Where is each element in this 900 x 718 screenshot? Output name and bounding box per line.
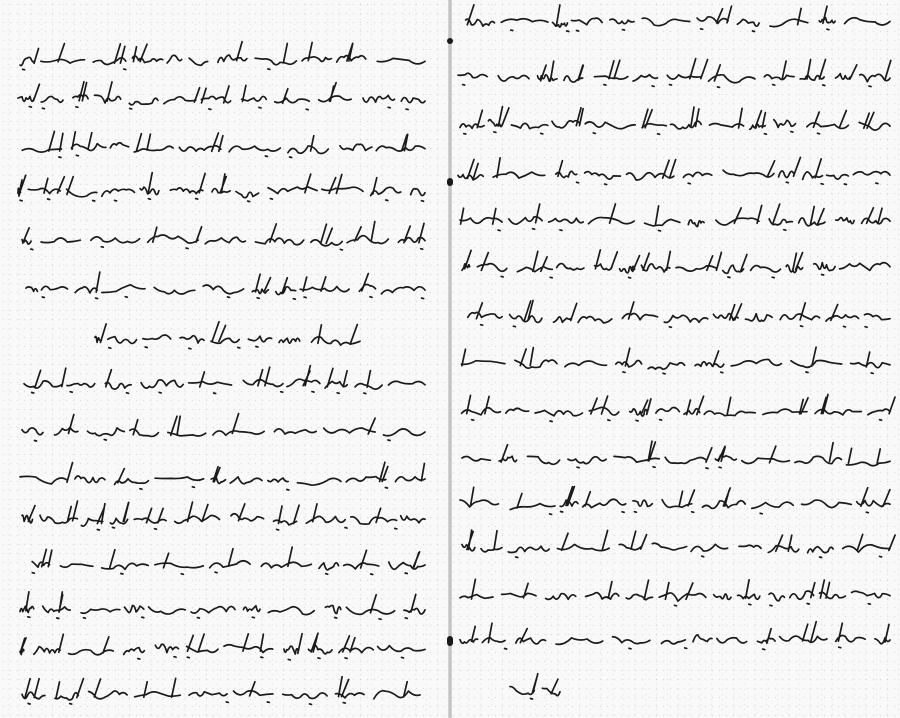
right-text-line-8: [462, 347, 891, 374]
right-text-line-2: [458, 59, 891, 88]
left-text-line-11-stroke: [32, 547, 425, 574]
right-text-line-14-stroke: [460, 622, 890, 650]
right-text-line-11-stroke: [460, 487, 890, 515]
left-text-line-7-stroke: [24, 366, 425, 394]
right-catchword: [510, 674, 560, 699]
right-page-handwriting: [450, 0, 900, 718]
left-text-line-12: [20, 592, 425, 619]
left-text-line-10: [22, 501, 425, 530]
left-text-line-9-stroke: [20, 462, 425, 490]
left-text-line-13: [20, 633, 425, 660]
left-text-line-9: [20, 462, 425, 490]
right-text-line-6-stroke: [462, 250, 890, 278]
left-heading-stroke: [95, 322, 360, 349]
book-gutter: [448, 0, 452, 718]
right-text-line-5-stroke: [460, 204, 890, 231]
right-text-line-10-stroke: [462, 441, 890, 468]
left-text-line-11: [32, 547, 425, 574]
left-text-line-8-stroke: [22, 414, 425, 441]
left-text-line-4-stroke: [18, 173, 425, 202]
left-text-line-1-stroke: [20, 42, 425, 70]
right-page: [450, 0, 900, 718]
gutter-mark: [447, 38, 453, 44]
left-text-line-5-stroke: [22, 222, 425, 250]
left-text-line-8: [22, 414, 425, 441]
left-text-line-14-stroke: [22, 677, 420, 705]
right-text-line-7: [468, 301, 890, 328]
left-text-line-1: [20, 42, 425, 70]
gutter-mark: [447, 636, 453, 646]
right-text-line-7-stroke: [468, 301, 890, 328]
left-text-line-13-stroke: [20, 633, 425, 660]
right-text-line-12: [462, 530, 895, 557]
right-text-line-13: [460, 579, 890, 606]
left-text-line-2-stroke: [18, 82, 425, 110]
left-text-line-2: [18, 82, 425, 110]
left-text-line-5: [22, 222, 425, 250]
right-text-line-6: [462, 250, 890, 278]
right-text-line-10: [462, 441, 890, 468]
right-text-line-2-stroke: [458, 59, 891, 88]
left-text-line-7: [24, 366, 425, 394]
left-text-line-3-stroke: [22, 131, 425, 157]
right-text-line-14: [460, 622, 890, 650]
left-text-line-14: [22, 677, 420, 705]
left-text-line-4: [18, 173, 425, 202]
gutter-mark: [447, 178, 453, 186]
right-text-line-5: [460, 204, 890, 231]
right-text-line-9: [462, 395, 895, 422]
right-text-line-3: [460, 107, 890, 135]
right-text-line-1: [466, 5, 890, 32]
left-text-line-12-stroke: [20, 592, 425, 619]
right-text-line-9-stroke: [462, 395, 895, 422]
left-text-line-6-stroke: [26, 272, 425, 299]
right-text-line-3-stroke: [460, 107, 890, 135]
left-heading: [95, 322, 360, 349]
right-text-line-12-stroke: [462, 530, 895, 557]
left-text-line-6: [26, 272, 425, 299]
right-text-line-4: [458, 157, 890, 184]
right-text-line-11: [460, 487, 890, 515]
right-text-line-8-stroke: [462, 347, 891, 374]
left-text-line-10-stroke: [22, 501, 425, 530]
right-text-line-1-stroke: [466, 5, 890, 32]
left-text-line-3: [22, 131, 425, 157]
right-text-line-4-stroke: [458, 157, 890, 184]
right-catchword-stroke: [510, 674, 560, 699]
right-text-line-13-stroke: [460, 579, 890, 606]
